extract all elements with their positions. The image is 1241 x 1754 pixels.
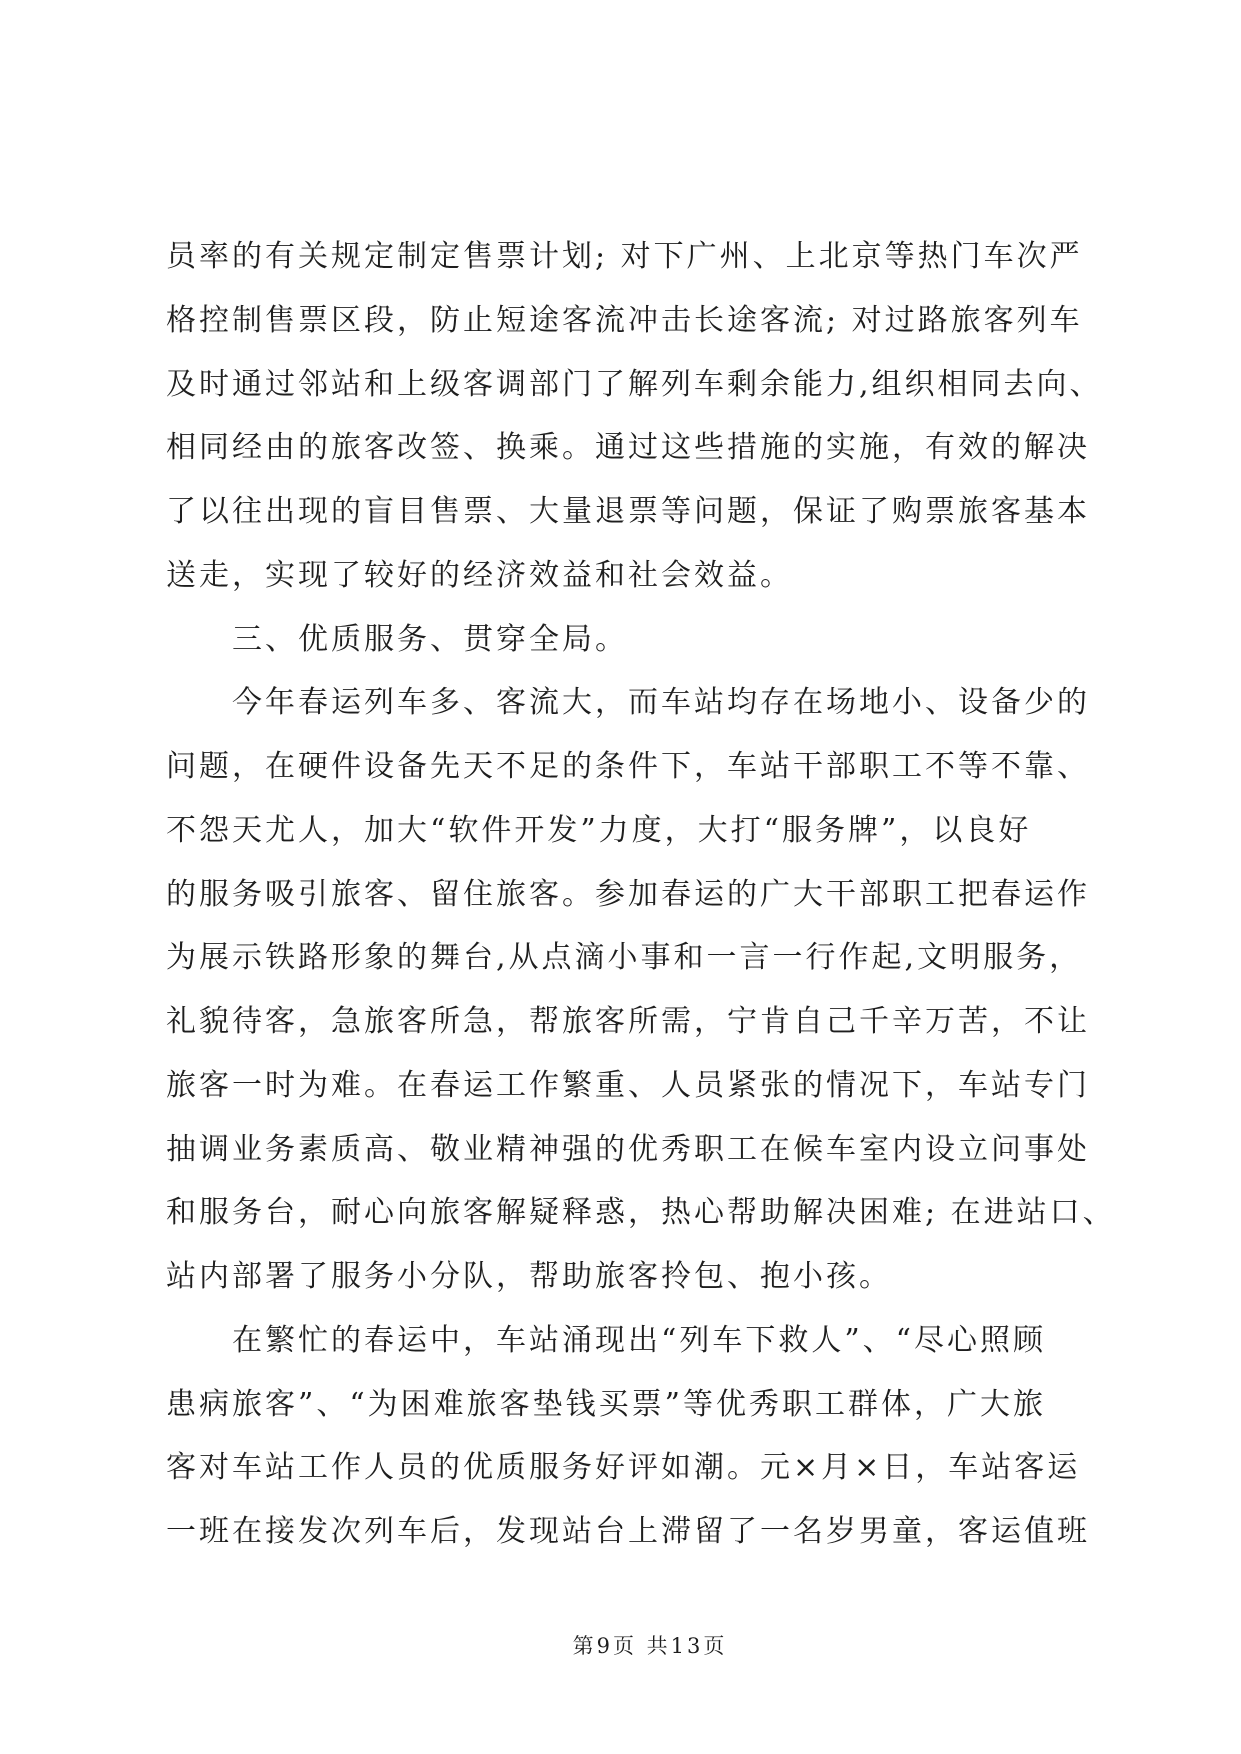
text-line: 旅客一时为难。在春运工作繁重、人员紧张的情况下，车站专门 [166, 1067, 1090, 1103]
paragraph [166, 1309, 1166, 1564]
text-line: 抽调业务素质高、敬业精神强的优秀职工在候车室内设立问事处 [166, 1131, 1090, 1167]
page-footer: 第9页 共13页 [572, 1634, 728, 1658]
text-line: 相同经由的旅客改签、换乘。通过这些措施的实施，有效的解决 [166, 430, 1090, 466]
text-line: 在繁忙的春运中，车站涌现出“列车下救人”、“尽心照顾 [232, 1322, 1047, 1358]
text-line: 不怨天尤人，加大“软件开发”力度，大打“服务牌”，以良好 [166, 812, 1032, 848]
text-line: 站内部署了服务小分队，帮助旅客拎包、抱小孩。 [166, 1259, 892, 1294]
text-line: 礼貌待客，急旅客所急，帮旅客所需，宁肯自己千辛万苦，不让 [166, 1004, 1090, 1039]
text-line: 送走，实现了较好的经济效益和社会效益。 [166, 557, 793, 593]
text-line: 格控制售票区段，防止短途客流冲击长途客流; 对过路旅客列车 [166, 302, 1083, 338]
text-line: 及时通过邻站和上级客调部门了解列车剩余能力,组织相同去向、 [166, 366, 1103, 402]
document-body [166, 225, 1166, 1564]
section-heading [166, 608, 1166, 672]
text-line: 问题，在硬件设备先天不足的条件下，车站干部职工不等不靠、 [166, 749, 1090, 784]
text-line: 今年春运列车多、客流大，而车站均存在场地小、设备少的 [232, 685, 1090, 721]
text-line: 患病旅客”、“为困难旅客垫钱买票”等优秀职工群体，广大旅 [166, 1386, 1047, 1422]
text-line: 和服务台，耐心向旅客解疑释惑，热心帮助解决困难; 在进站口、 [166, 1195, 1116, 1231]
text-line: 了以往出现的盲目售票、大量退票等问题，保证了购票旅客基本 [166, 494, 1090, 529]
text-line: 客对车站工作人员的优质服务好评如潮。元×月×日，车站客运 [166, 1450, 1081, 1486]
paragraph [166, 671, 1166, 1309]
text-line: 员率的有关规定制定售票计划; 对下广州、上北京等热门车次严 [166, 239, 1083, 274]
section-heading-text: 三、优质服务、贯穿全局。 [232, 621, 628, 657]
paragraph-continued [166, 225, 1166, 608]
text-line: 一班在接发次列车后，发现站台上滞留了一名岁男童，客运值班 [166, 1514, 1090, 1549]
text-line: 的服务吸引旅客、留住旅客。参加春运的广大干部职工把春运作 [166, 876, 1090, 912]
text-line: 为展示铁路形象的舞台,从点滴小事和一言一行作起,文明服务， [166, 940, 1083, 976]
